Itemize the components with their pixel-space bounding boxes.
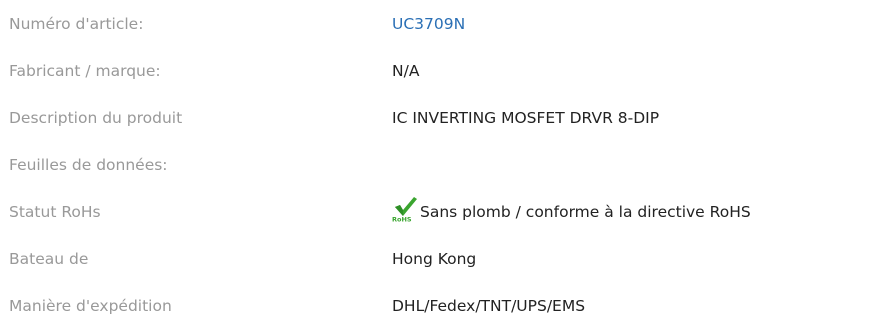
spec-label: Manière d'expédition	[9, 296, 172, 315]
spec-value: IC INVERTING MOSFET DRVR 8-DIP	[392, 108, 660, 127]
spec-row-manufacturer	[9, 47, 895, 94]
spec-label: Feuilles de données:	[9, 155, 168, 174]
rohs-status-text: Sans plomb / conforme à la directive RoHS	[420, 202, 751, 221]
spec-row-rohs-status	[9, 188, 895, 235]
spec-row-ship-from	[9, 235, 895, 282]
spec-label: Bateau de	[9, 249, 89, 268]
spec-label: Description du produit	[9, 108, 183, 127]
svg-text:RoHS: RoHS	[392, 215, 412, 222]
spec-value: DHL/Fedex/TNT/UPS/EMS	[392, 296, 586, 315]
spec-label: Fabricant / marque:	[9, 61, 161, 80]
spec-value: N/A	[392, 61, 420, 80]
product-spec-table	[9, 0, 895, 329]
spec-row-part-number	[9, 0, 895, 47]
rohs-checkmark-icon	[392, 196, 418, 222]
spec-label: Numéro d'article:	[9, 14, 144, 33]
part-number-link[interactable]: UC3709N	[392, 14, 466, 33]
spec-row-shipping-method	[9, 282, 895, 329]
spec-row-description	[9, 94, 895, 141]
spec-label: Statut RoHs	[9, 202, 101, 221]
rohs-value	[392, 202, 751, 222]
spec-value: Hong Kong	[392, 249, 477, 268]
spec-row-datasheets	[9, 141, 895, 188]
